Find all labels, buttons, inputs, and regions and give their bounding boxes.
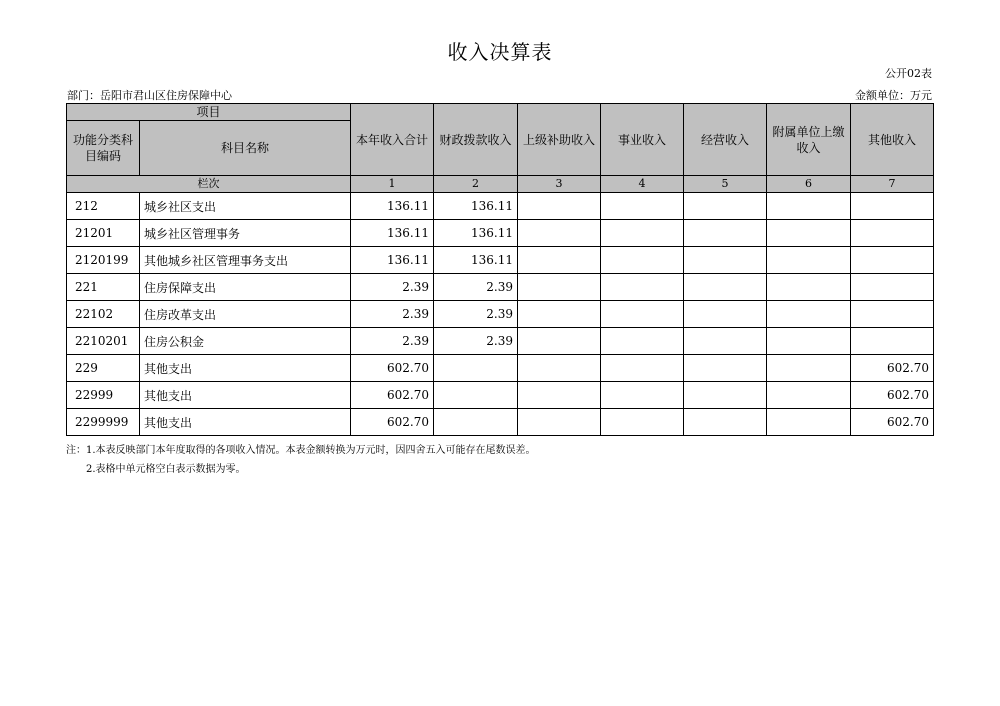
amount-cell <box>767 328 851 355</box>
amount-cell: 2.39 <box>434 328 518 355</box>
subject-code-cell: 221 <box>67 274 140 301</box>
amount-cell <box>518 328 601 355</box>
subject-code-cell: 229 <box>67 355 140 382</box>
table-row <box>67 193 934 220</box>
subject-name-cell: 其他支出 <box>140 409 351 436</box>
column-number: 3 <box>518 176 601 193</box>
amount-cell <box>767 274 851 301</box>
amount-cell <box>684 382 767 409</box>
amount-cell: 136.11 <box>351 193 434 220</box>
amount-cell <box>684 220 767 247</box>
amount-cell <box>601 220 684 247</box>
amount-cell: 136.11 <box>351 220 434 247</box>
amount-cell <box>684 193 767 220</box>
subject-name-cell: 住房公积金 <box>140 328 351 355</box>
amount-cell: 602.70 <box>851 382 934 409</box>
amount-cell: 2.39 <box>351 301 434 328</box>
amount-cell <box>518 193 601 220</box>
amount-cell <box>601 328 684 355</box>
subject-name-cell: 城乡社区支出 <box>140 193 351 220</box>
amount-cell: 136.11 <box>434 220 518 247</box>
header-func-code: 功能分类科目编码 <box>67 121 140 176</box>
amount-cell <box>851 274 934 301</box>
footnote-1: 注：1.本表反映部门本年度取得的各项收入情况。本表金额转换为万元时，因四舍五入可能存在尾数误差。 <box>66 445 536 456</box>
header-col-3: 上级补助收入 <box>518 104 601 176</box>
amount-cell <box>851 301 934 328</box>
amount-cell <box>767 247 851 274</box>
subject-code-cell: 2120199 <box>67 247 140 274</box>
amount-cell: 136.11 <box>434 193 518 220</box>
amount-cell <box>434 355 518 382</box>
subject-name-cell: 住房改革支出 <box>140 301 351 328</box>
amount-cell <box>767 193 851 220</box>
amount-cell <box>601 193 684 220</box>
column-number: 2 <box>434 176 518 193</box>
subject-name-cell: 其他城乡社区管理事务支出 <box>140 247 351 274</box>
amount-cell: 2.39 <box>434 274 518 301</box>
amount-cell <box>518 382 601 409</box>
table-row <box>67 247 934 274</box>
subject-name-cell: 城乡社区管理事务 <box>140 220 351 247</box>
footnote-2: 2.表格中单元格空白表示数据为零。 <box>86 464 246 475</box>
subject-code-cell: 2299999 <box>67 409 140 436</box>
amount-cell <box>434 409 518 436</box>
subject-code-cell: 2210201 <box>67 328 140 355</box>
amount-cell <box>518 220 601 247</box>
amount-cell <box>767 355 851 382</box>
amount-cell <box>434 382 518 409</box>
amount-cell <box>601 409 684 436</box>
table-row <box>67 301 934 328</box>
subject-name-cell: 其他支出 <box>140 382 351 409</box>
amount-cell: 2.39 <box>351 328 434 355</box>
amount-cell <box>767 382 851 409</box>
header-row-index: 栏次 <box>67 176 351 193</box>
amount-cell <box>684 247 767 274</box>
header-col-5: 经营收入 <box>684 104 767 176</box>
subject-code-cell: 22102 <box>67 301 140 328</box>
amount-cell <box>684 274 767 301</box>
amount-cell: 2.39 <box>351 274 434 301</box>
amount-cell <box>684 355 767 382</box>
amount-cell <box>767 409 851 436</box>
amount-cell <box>684 328 767 355</box>
header-subject-name: 科目名称 <box>140 121 351 176</box>
column-number: 5 <box>684 176 767 193</box>
amount-cell: 2.39 <box>434 301 518 328</box>
subject-code-cell: 22999 <box>67 382 140 409</box>
amount-cell <box>518 301 601 328</box>
subject-code-cell: 21201 <box>67 220 140 247</box>
table-row <box>67 382 934 409</box>
amount-cell <box>601 274 684 301</box>
amount-cell: 602.70 <box>851 355 934 382</box>
amount-cell <box>851 328 934 355</box>
amount-cell <box>601 301 684 328</box>
amount-cell <box>518 247 601 274</box>
amount-cell <box>601 355 684 382</box>
amount-cell <box>851 193 934 220</box>
amount-cell <box>851 247 934 274</box>
table-row <box>67 274 934 301</box>
amount-cell <box>601 247 684 274</box>
amount-cell <box>518 274 601 301</box>
subject-name-cell: 其他支出 <box>140 355 351 382</box>
amount-cell: 602.70 <box>851 409 934 436</box>
subject-name-cell: 住房保障支出 <box>140 274 351 301</box>
column-number: 1 <box>351 176 434 193</box>
header-col-1: 本年收入合计 <box>351 104 434 176</box>
amount-cell <box>767 220 851 247</box>
amount-cell: 602.70 <box>351 409 434 436</box>
page-title: 收入决算表 <box>447 40 553 64</box>
table-row <box>67 220 934 247</box>
amount-cell: 602.70 <box>351 382 434 409</box>
amount-cell: 136.11 <box>351 247 434 274</box>
table-row <box>67 409 934 436</box>
amount-cell <box>851 220 934 247</box>
amount-cell: 602.70 <box>351 355 434 382</box>
amount-cell <box>601 382 684 409</box>
header-col-7: 其他收入 <box>851 104 934 176</box>
header-col-2: 财政拨款收入 <box>434 104 518 176</box>
header-col-4: 事业收入 <box>601 104 684 176</box>
amount-cell: 136.11 <box>434 247 518 274</box>
amount-unit-label: 金额单位：万元 <box>855 89 932 102</box>
header-col-6: 附属单位上缴收入 <box>767 104 851 176</box>
department-label: 部门：岳阳市君山区住房保障中心 <box>67 89 232 102</box>
footnotes <box>66 441 536 479</box>
amount-cell <box>767 301 851 328</box>
amount-cell <box>684 301 767 328</box>
column-number: 6 <box>767 176 851 193</box>
table-row <box>67 355 934 382</box>
header-project: 项目 <box>67 104 351 121</box>
column-number: 4 <box>601 176 684 193</box>
column-number: 7 <box>851 176 934 193</box>
subject-code-cell: 212 <box>67 193 140 220</box>
table-row <box>67 328 934 355</box>
income-table <box>66 103 934 436</box>
amount-cell <box>518 409 601 436</box>
amount-cell <box>684 409 767 436</box>
form-code: 公开02表 <box>885 67 932 80</box>
amount-cell <box>518 355 601 382</box>
